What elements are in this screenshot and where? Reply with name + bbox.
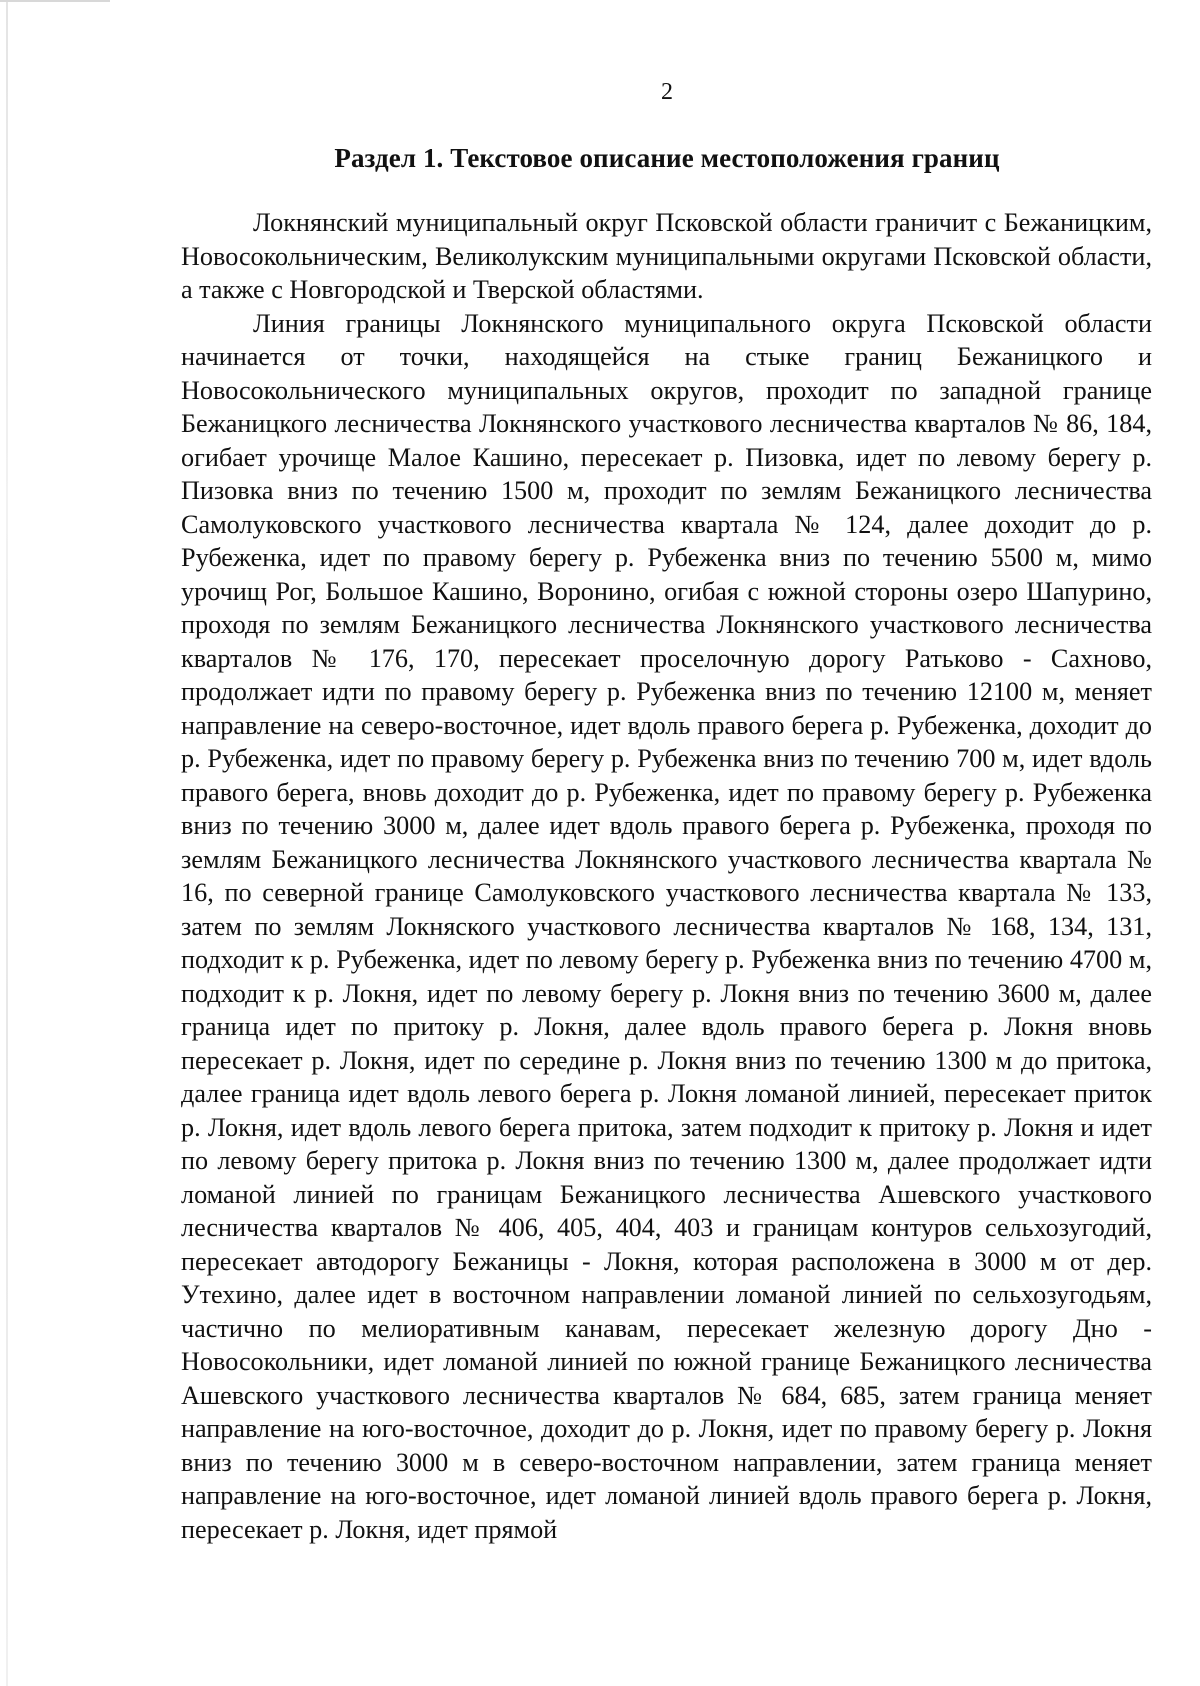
paragraph-boundary-description: Линия границы Локнянского муниципального округа Псковской области начинается от точки, находящейся на стыке границ Бежаницкого и Новосокольнического муниципальных округов, проходит по западной границе Бежаницкого лесничества Локнянского участкового лесничества кварталов № 86, 184, огибает урочище Малое Кашино, пересекает р. Пизовка, идет по левому берегу р. Пизовка вниз по течению 1500 м, проходит по землям Бежаницкого лесничества Самолуковского участкового лесничества квартала № 124, далее доходит до р. Рубеженка, идет по правому берегу р. Рубеженка вниз по течению 5500 м, мимо урочищ Рог, Большое Кашино, Воронино, огибая с южной стороны озеро Шапурино, проходя по землям Бежаницкого лесничества Локнянского участкового лесничества кварталов № 176, 170, пересекает проселочную дорогу Ратьково - Сахново, продолжает идти по правому берегу р. Рубеженка вниз по течению 12100 м, меняет направление на северо-восточное, идет вдоль правого берега р. Рубеженка, доходит до р. Рубеженка, идет по правому берегу р. Рубеженка вниз по течению 700 м, идет вдоль правого берега, вновь доходит до р. Рубеженка, идет по правому берегу р. Рубеженка вниз по течению 3000 м, далее идет вдоль правого берега р. Рубеженка, проходя по землям Бежаницкого лесничества Локнянского участкового лесничества квартала № 16, по северной границе Самолуковского участкового лесничества квартала № 133, затем по землям Локняского участкового лесничества кварталов № 168, 134, 131, подходит к р. Рубеженка, идет по левому берегу р. Рубеженка вниз по течению 4700 м, подходит к р. Локня, идет по левому берегу р. Локня вниз по течению 3600 м, далее граница идет по притоку р. Локня, далее вдоль правого берега р. Локня вновь пересекает р. Локня, идет по середине р. Локня вниз по течению 1300 м до притока, далее граница идет вдоль левого берега р. Локня ломаной линией, пересекает приток р. Локня, идет вдоль левого берега притока, затем подходит к притоку р. Локня и идет по левому берегу притока р. Локня вниз по течению 1300 м, далее продолжает идти ломаной линией по границам Бежаницкого лесничества Ашевского участкового лесничества кварталов № 406, 405, 404, 403 и границам контуров сельхозугодий, пересекает автодорогу Бежаницы - Локня, которая расположена в 3000 м от дер. Утехино, далее идет в восточном направлении ломаной линией по сельхозугодьям, частично по мелиоративным канавам, пересекает железную дорогу Дно - Новосокольники, идет ломаной линией по южной границе Бежаницкого лесничества Ашевского участкового лесничества кварталов № 684, 685, затем граница меняет направление на юго-восточное, доходит до р. Локня, идет по правому берегу р. Локня вниз по течению 3000 м в северо-восточном направлении, затем граница меняет направление на юго-восточное, идет ломаной линией вдоль правого берега р. Локня, пересекает р. Локня, идет прямой xyxy=(181,308,1152,1544)
scan-edge-left xyxy=(6,0,8,1686)
scan-edge-top xyxy=(0,0,110,2)
paragraph-neighbors: Локнянский муниципальный округ Псковской области граничит с Бежаницким, Новосокольническим, Великолукским муниципальными округами Псковской области, а также с Новгородской и Тверской областями. xyxy=(181,208,1152,304)
page-number: 2 xyxy=(661,79,673,105)
section-heading: Раздел 1. Текстовое описание местоположения границ xyxy=(334,143,1000,173)
body-text xyxy=(181,206,1152,1546)
